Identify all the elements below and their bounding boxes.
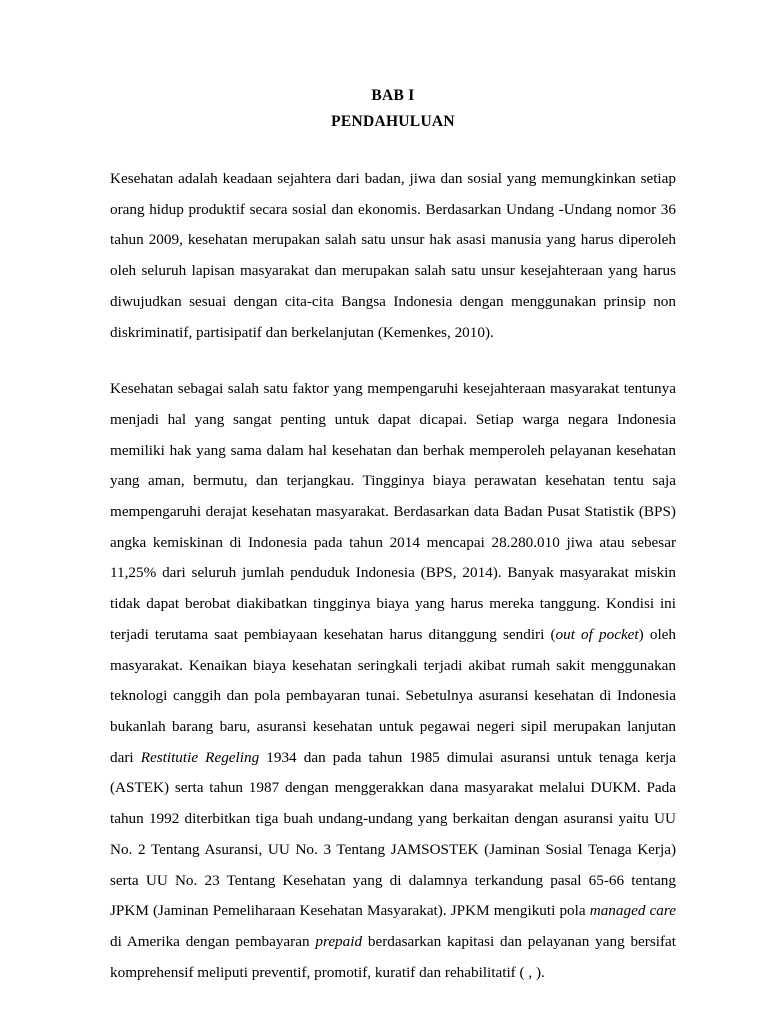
paragraph-1: Kesehatan adalah keadaan sejahtera dari badan, jiwa dan sosial yang memungkinkan setiap orang hidup produktif secara sosial dan ekonomis. Berdasarkan Undang -Undang nomor 36 tahun 2009, kesehatan merupakan salah satu unsur hak asasi manusia yang harus diperoleh oleh seluruh lapisan masyarakat dan merupakan salah satu unsur kesejahteraan yang harus diwujudkan sesuai dengan cita-cita Bangsa Indonesia dengan menggunakan prinsip non diskriminatif, partisipatif dan berkelanjutan (Kemenkes, 2010). xyxy=(110,170,676,341)
chapter-title: PENDAHULUAN xyxy=(331,113,455,131)
chapter-label: BAB I xyxy=(371,87,415,104)
paragraph-2: Kesehatan sebagai salah satu faktor yang mempengaruhi kesejahteraan masyarakat tentunya menjadi hal yang sangat penting untuk dapat dicapai. Setiap warga negara Indonesia memiliki hak yang sama dalam hal kesehatan dan berhak memperoleh pelayanan kesehatan yang aman, bermutu, dan terjangkau. Tingginya biaya perawatan kesehatan tentu saja mempengaruhi derajat kesehatan masyarakat. Berdasarkan data Badan Pusat Statistik (BPS) angka kemiskinan di Indonesia pada tahun 2014 mencapai 28.280.010 jiwa atau sebesar 11,25% dari seluruh jumlah penduduk Indonesia (BPS, 2014). Banyak masyarakat miskin tidak dapat berobat diakibatkan tingginya biaya yang harus mereka tanggung. Kondisi ini terjadi terutama saat pembiayaan kesehatan harus ditanggung sendiri (out of pocket) oleh masyarakat. Kenaikan biaya kesehatan seringkali terjadi akibat rumah sakit menggunakan teknologi canggih dan pola pembayaran tunai. Sebetulnya asuransi kesehatan di Indonesia bukanlah barang baru, asuransi kesehatan untuk pegawai negeri sipil merupakan lanjutan dari Restitutie Regeling 1934 dan pada tahun 1985 dimulai asuransi untuk tenaga kerja (ASTEK) serta tahun 1987 dengan menggerakkan dana masyarakat melalui DUKM. Pada tahun 1992 diterbitkan tiga buah undang-undang yang berkaitan dengan asuransi yaitu UU No. 2 Tentang Asuransi, UU No. 3 Tentang JAMSOSTEK (Jaminan Sosial Tenaga Kerja) serta UU No. 23 Tentang Kesehatan yang di dalamnya terkandung pasal 65-66 tentang JPKM (Jaminan Pemeliharaan Kesehatan Masyarakat). JPKM mengikuti pola managed care di Amerika dengan pembayaran prepaid berdasarkan kapitasi dan pelayanan yang bersifat komprehensif meliputi preventif, promotif, kuratif dan rehabilitatif ( , ). xyxy=(110,380,676,981)
